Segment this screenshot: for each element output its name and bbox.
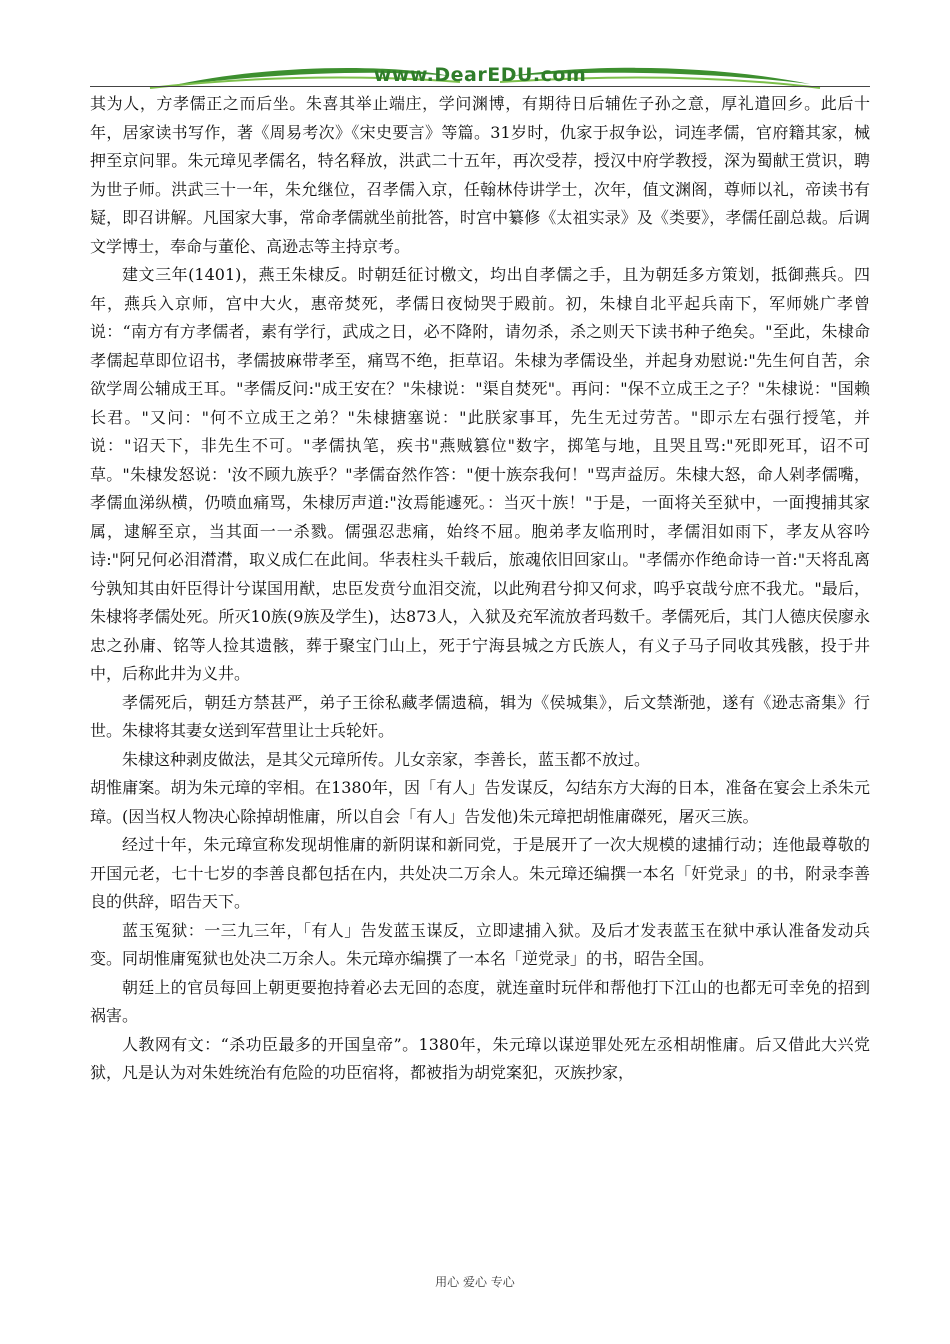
paragraph: 朱棣这种剥皮做法，是其父元璋所传。儿女亲家，李善长，蓝玉都不放过。 — [122, 749, 651, 769]
paragraph: 其为人，方孝儒正之而后坐。朱喜其举止端庄，学问渊博，有期待日后辅佐子孙之意，厚礼遣回乡。此后十年，居家读书写作，著《周易考次》《宋史要言》等篇。31岁时，仇家于叔争讼，词连孝儒，官府籍其家，械押至京问罪。朱元璋见孝儒名，特名释放，洪武二十五年，再次受荐，授汉中府学教授，深为蜀献王赏识，聘为世子师。洪武三十一年，朱允继位，召孝儒入京，任翰林侍讲学士，次年，值文渊阁，尊师以礼，帝读书有疑，即召讲解。凡国家大事，常命孝儒就坐前批答，时宫中纂修《太祖实录》及《类要》，孝儒任副总裁。后调文学博士，奉命与董伦、高逊志等主持京考。 — [90, 94, 870, 256]
site-url[interactable]: www.DearEDU.com — [373, 64, 587, 86]
paragraph: 胡惟庸案。胡为朱元璋的宰相。在1380年，因「有人」告发谋反，勾结东方大海的日本，准备在宴会上杀朱元璋。(因当权人物决心除掉胡惟庸，所以自会「有人」告发他)朱元璋把胡惟庸磔死，屠灭三族。 — [90, 778, 870, 826]
paragraph: 蓝玉冤狱：一三九三年，「有人」告发蓝玉谋反，立即逮捕入狱。及后才发表蓝玉在狱中承认准备发动兵变。同胡惟庸冤狱也处决二万余人。朱元璋亦编撰了一本名「逆党录」的书，昭告全国。 — [90, 920, 870, 968]
paragraph: 建文三年(1401)，燕王朱棣反。时朝廷征讨檄文，均出自孝儒之手，且为朝廷多方策划，抵御燕兵。四年，燕兵入京师，宫中大火，惠帝焚死，孝儒日夜恸哭于殿前。初，朱棣自北平起兵南下，军师姚广孝曾说：“南方有方孝儒者，素有学行，武成之日，必不降附，请勿杀，杀之则天下读书种子绝矣。"至此，朱棣命孝儒起草即位诏书，孝儒披麻带孝至，痛骂不绝，拒草诏。朱棣为孝儒设坐，并起身劝慰说:"先生何自苦，余欲学周公辅成王耳。"孝儒反问:"成王安在？"朱棣说："渠自焚死"。再问："保不立成王之子？"朱棣说："国赖长君。"又问："何不立成王之弟？"朱棣搪塞说："此朕家事耳，先生无过劳苦。"即示左右强行授笔，并说："诏天下，非先生不可。"孝儒执笔，疾书"燕贼篡位"数字，掷笔与地，且哭且骂:"死即死耳，诏不可草。"朱棣发怒说：'汝不顾九族乎？"孝儒奋然作答："便十族奈我何！"骂声益厉。朱棣大怒，命人剁孝儒嘴，孝儒血涕纵横，仍喷血痛骂，朱棣厉声道:"汝焉能遽死。：当灭十族！"于是，一面将关至狱中，一面搜捕其家属，逮解至京，当其面一一杀戮。儒强忍悲痛，始终不屈。胞弟孝友临刑时，孝儒泪如雨下，孝友从容吟诗:"阿兄何必泪潸潸，取义成仁在此间。华表柱头千载后，旅魂依旧回家山。"孝儒亦作绝命诗一首:"天将乱离兮孰知其由奸臣得计兮谋国用猷，忠臣发贲兮血泪交流，以此殉君兮抑又何求，呜乎哀哉兮庶不我尤。"最后，朱棣将孝儒处死。所灭10族(9族及学生)，达873人，入狱及充军流放者玛数千。孝儒死后，其门人德庆侯廖永忠之孙庸、铭等人捡其遗骸，葬于聚宝门山上，死于宁海县城之方氏族人，有义子马子同收其残骸，投于井中，后称此井为义井。 — [90, 265, 870, 683]
paragraph: 人教网有文：“杀功臣最多的开国皇帝”。1380年，朱元璋以谋逆罪处死左丞相胡惟庸。后又借此大兴党狱，凡是认为对朱姓统治有危险的功臣宿将，都被指为胡党案犯，灭族抄家， — [90, 1034, 870, 1082]
header-divider — [90, 86, 870, 87]
paragraph: 孝儒死后，朝廷方禁甚严，弟子王徐私藏孝儒遗稿，辑为《侯城集》，后文禁渐弛，遂有《逊志斋集》行世。朱棣将其妻女送到军营里让士兵轮奸。 — [90, 692, 870, 740]
article-body — [90, 90, 870, 1088]
paragraph: 经过十年，朱元璋宣称发现胡惟庸的新阴谋和新同党，于是展开了一次大规模的逮捕行动；连他最尊敬的开国元老，七十七岁的李善良都包括在内，共处决二万余人。朱元璋还编撰一本名「奸党录」的书，附录李善良的供辞，昭告天下。 — [90, 835, 870, 911]
page-footer: 用心 爱心 专心 — [435, 1275, 515, 1289]
paragraph: 朝廷上的官员每回上朝更要抱持着必去无回的态度，就连童时玩伴和帮他打下江山的也都无可幸免的招到祸害。 — [90, 977, 870, 1025]
